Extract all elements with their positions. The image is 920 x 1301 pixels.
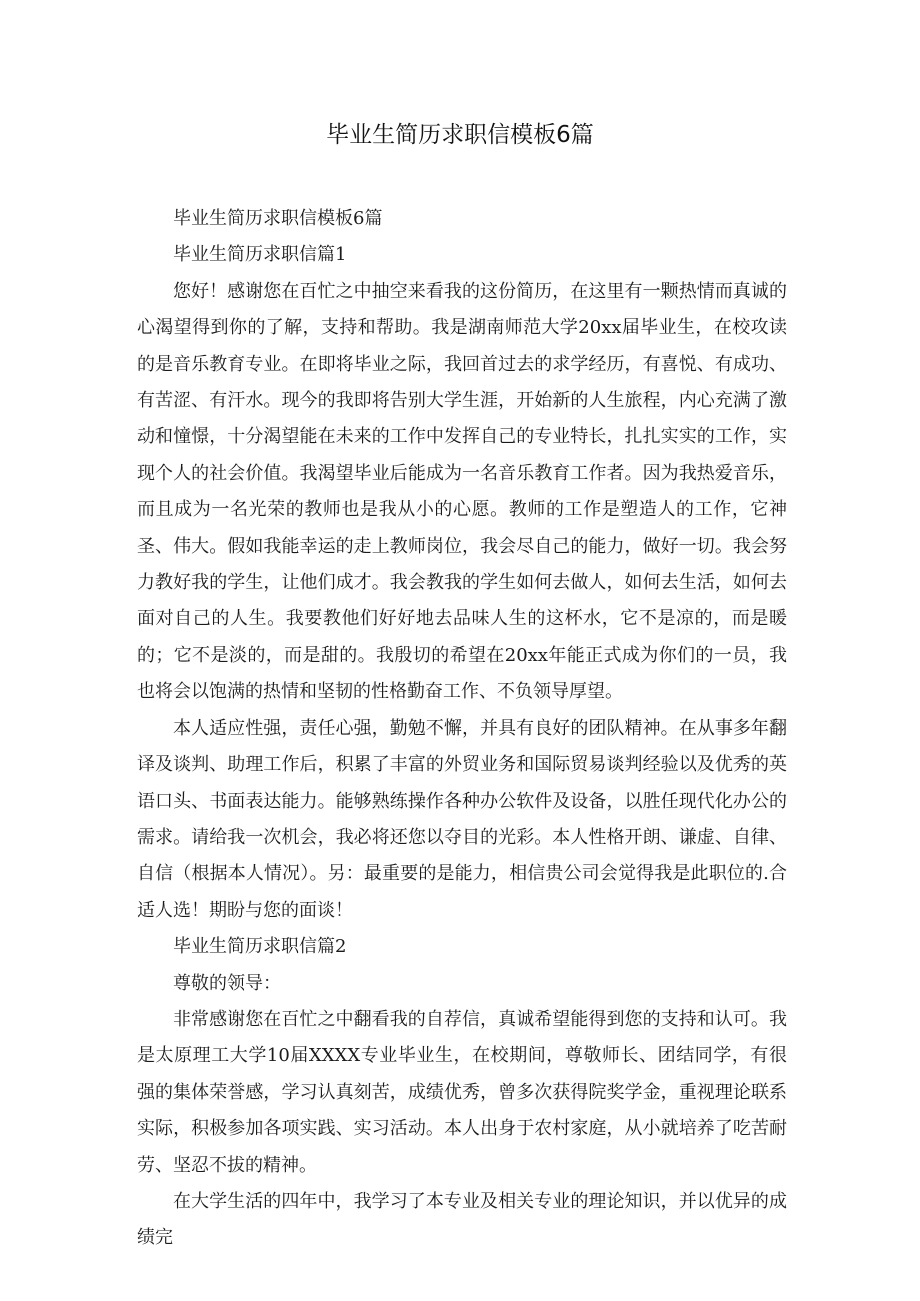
section-heading-2: 毕业生简历求职信篇2 (173, 936, 347, 958)
salutation: 尊敬的领导： (173, 972, 281, 994)
body-paragraph: 在大学生活的四年中，我学习了本专业及相关专业的理论知识，并以优异的成绩完 (137, 1190, 787, 1249)
body-paragraph: 非常感谢您在百忙之中翻看我的自荐信，真诚希望能得到您的支持和认可。我是太原理工大学10届XXXX专业毕业生，在校期间，尊敬师长、团结同学，有很强的集体荣誉感，学习认真刻苦，成绩优秀，曾多次获得院奖学金，重视理论联系实际，积极参加各项实践、实习活动。本人出身于农村家庭，从小就培养了吃苦耐劳、坚忍不拔的精神。 (137, 1008, 787, 1176)
body-paragraph: 您好！感谢您在百忙之中抽空来看我的这份简历，在这里有一颗热情而真诚的心渴望得到你的了解，支持和帮助。我是湖南师范大学20xx届毕业生，在校攻读的是音乐教育专业。在即将毕业之际，我回首过去的求学经历，有喜悦、有成功、有苦涩、有汗水。现今的我即将告别大学生涯，开始新的人生旅程，内心充满了激动和憧憬，十分渴望能在未来的工作中发挥自己的专业特长，扎扎实实的工作，实现个人的社会价值。我渴望毕业后能成为一名音乐教育工作者。因为我热爱音乐，而且成为一名光荣的教师也是我从小的心愿。教师的工作是塑造人的工作，它神圣、伟大。假如我能幸运的走上教师岗位，我会尽自己的能力，做好一切。我会努力教好我的学生，让他们成才。我会教我的学生如何去做人，如何去生活，如何去面对自己的人生。我要教他们好好地去品味人生的这杯水，它不是凉的，而是暖的；它不是淡的，而是甜的。我殷切的希望在20xx年能正式成为你们的一员，我也将会以饱满的热情和坚韧的性格勤奋工作、不负领导厚望。 (137, 280, 787, 703)
section-heading-1: 毕业生简历求职信篇1 (173, 244, 347, 266)
subtitle-line: 毕业生简历求职信模板6篇 (173, 208, 383, 229)
body-paragraph: 本人适应性强，责任心强，勤勉不懈，并具有良好的团队精神。在从事多年翻译及谈判、助理工作后，积累了丰富的外贸业务和国际贸易谈判经验以及优秀的英语口头、书面表达能力。能够熟练操作各种办公软件及设备，以胜任现代化办公的需求。请给我一次机会，我必将还您以夺目的光彩。本人性格开朗、谦虚、自律、自信（根据本人情况）。另：最重要的是能力，相信贵公司会觉得我是此职位的.合适人选！期盼与您的面谈！ (137, 717, 787, 921)
document-body (137, 201, 787, 1257)
document-title: 毕业生简历求职信模板6篇 (326, 122, 594, 148)
